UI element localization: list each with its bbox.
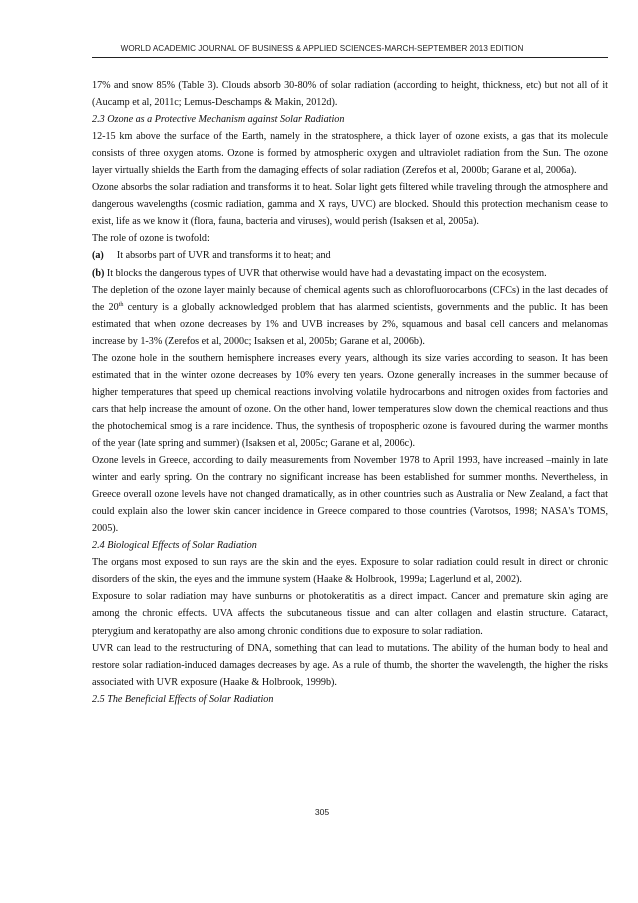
paragraph-ozone-depletion	[92, 282, 608, 350]
ozone-depletion-text-before: The depletion of the ozone layer mainly because of chemical agents such as chlorofluorocarbons (CFCs) in the last decades of the 20	[92, 284, 608, 313]
role-list-item-b	[92, 265, 608, 282]
role-text-a: It absorbs part of UVR and transforms it to heat; and	[116, 250, 331, 262]
paragraph-ozone-hole: The ozone hole in the southern hemisphere increases every years, although its size varies according to season. It has been estimated that in the winter ozone decreases by 10% every ten years. Ozone generally increases in the summer because of higher temperatures that speed up chemical reactions involving volatile hydrocarbons and nitrogen oxides from factories and cars that help increase the amount of ozone. On the other hand, lower temperatures slow down the chemical reactions and thus the photochemical smog is a rare incidence. Thus, the synthesis of tropospheric ozone is favoured during the warmer months of the year (late spring and summer) (Isaksen et al, 2005c; Garane et al, 2006c).	[92, 352, 608, 449]
paragraph-ozone-layer: 12-15 km above the surface of the Earth, namely in the stratosphere, a thick layer of ozone exists, a gas that its molecule consists of three oxygen atoms. Ozone is formed by atmospheric oxygen and ultraviolet radiation from the Sun. The ozone layer virtually shields the Earth from the damaging effects of solar radiation (Zerefos et al, 2000b; Garane et al, 2006a).	[92, 131, 608, 177]
page-number: 305	[314, 807, 330, 817]
article-body	[92, 77, 608, 708]
paragraph-direct-chronic-effects: Exposure to solar radiation may have sunburns or photokeratitis as a direct impact. Cancer and premature skin aging are among the chronic effects. UVA affects the subcutaneous tissue and can alter collagen and elastin structure. Cataract, pterygium and keratopathy are also among chronic conditions due to exposure to solar radiation.	[92, 591, 608, 637]
paragraph-uvr-dna: UVR can lead to the restructuring of DNA, something that can lead to mutations. The ability of the human body to heal and restore solar radiation-induced damages decreases by age. As a rule of thumb, the shorter the wavelength, the higher the risks associated with UVR exposure (Haake & Holbrook, 1999b).	[92, 642, 608, 688]
role-marker-b: (b)	[92, 267, 105, 279]
paragraph-table-3-continuation: 17% and snow 85% (Table 3). Clouds absorb 30-80% of solar radiation (according to height, thickness, etc) but not all of it (Aucamp et al, 2011c; Lemus-Deschamps & Makin, 2012d).	[92, 80, 608, 109]
section-heading-2-3: 2.3 Ozone as a Protective Mechanism against Solar Radiation	[92, 114, 345, 126]
paragraph-ozone-absorbs: Ozone absorbs the solar radiation and transforms it to heat. Solar light gets filtered while traveling through the atmosphere and dangerous wavelengths (cosmic radiation, gamma and X rays, UVC) are blocked. Should this protection mechanism cease to exist, life as we know it (flora, fauna, bacteria and viruses), would perish (Isaksen et al, 2005a).	[92, 182, 608, 228]
paragraph-role-intro: The role of ozone is twofold:	[92, 233, 210, 245]
running-header: WORLD ACADEMIC JOURNAL OF BUSINESS & APPLIED SCIENCES-MARCH-SEPTEMBER 2013 EDITION	[120, 44, 524, 53]
paragraph-exposed-organs: The organs most exposed to sun rays are the skin and the eyes. Exposure to solar radiation could result in direct or chronic disorders of the skin, the eyes and the immune system (Haake & Holbrook, 1999a; Lagerlund et al, 2002).	[92, 557, 608, 586]
ordinal-suffix: th	[118, 300, 124, 308]
section-heading-2-5: 2.5 The Beneficial Effects of Solar Radiation	[92, 693, 274, 705]
role-marker-a: (a)	[92, 250, 104, 262]
role-list-item-a	[92, 247, 608, 264]
header-divider	[92, 57, 608, 58]
section-heading-2-4: 2.4 Biological Effects of Solar Radiation	[92, 540, 257, 552]
role-text-b: It blocks the dangerous types of UVR that otherwise would have had a devastating impact on the ecosystem.	[106, 267, 547, 279]
paragraph-ozone-greece: Ozone levels in Greece, according to daily measurements from November 1978 to April 1993, have increased –mainly in late winter and early spring. On the contrary no significant increase has been established for summer months. Nevertheless, in Greece overall ozone levels have not changed dramatically, as in other countries such as Australia or New Zealand, a fact that could explain also the lower skin cancer incidence in Greece compared to those countries (Varotsos, 1998; NASA's TOMS, 2005).	[92, 455, 608, 535]
ozone-depletion-text-after: century is a globally acknowledged problem that has alarmed scientists, governments and the public. It has been estimated that when ozone decreases by 1% and UVB increases by 2%, squamous and basal cell cancers and melanomas increase by 1-3% (Zerefos et al, 2000c; Isaksen et al, 2005b; Garane et al, 2006b).	[92, 301, 608, 347]
